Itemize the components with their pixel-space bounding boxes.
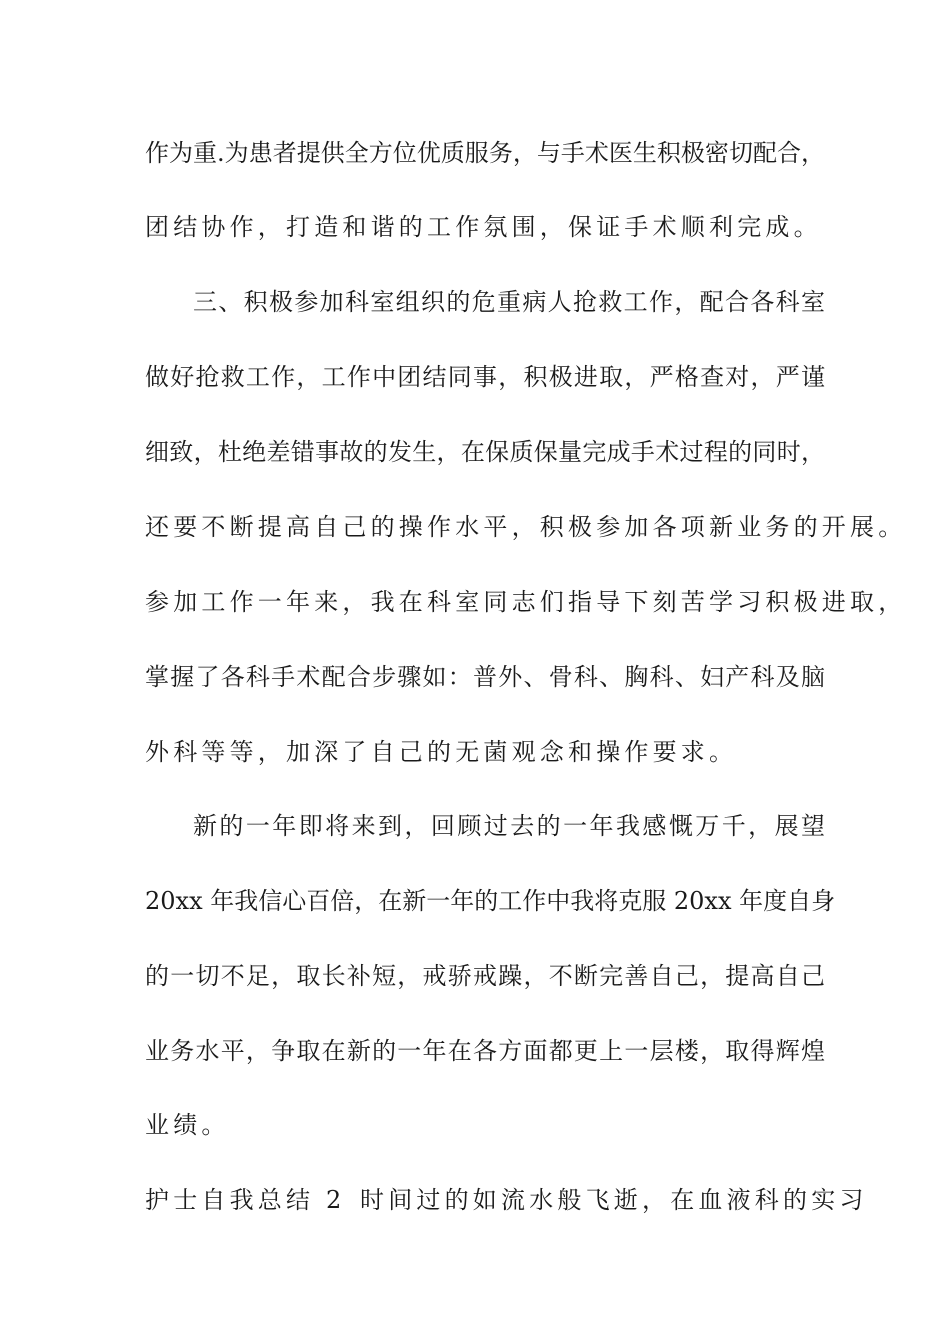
text-line: 掌握了各科手术配合步骤如：普外、骨科、胸科、妇产科及脑 <box>145 663 825 691</box>
text-line: 业务水平，争取在新的一年在各方面都更上一层楼，取得辉煌 <box>145 1037 825 1065</box>
text-line: 参加工作一年来，我在科室同志们指导下刻苦学习积极进取， <box>145 588 907 616</box>
text-line: 新的一年即将来到，回顾过去的一年我感慨万千，展望 <box>193 812 825 840</box>
text-line: 20xx 年我信心百倍，在新一年的工作中我将克服 20xx 年度自身 <box>145 887 836 915</box>
text-line: 三、积极参加科室组织的危重病人抢救工作，配合各科室 <box>193 288 825 316</box>
text-line: 作为重.为患者提供全方位优质服务，与手术医生积极密切配合， <box>145 139 825 167</box>
text-line: 做好抢救工作，工作中团结同事，积极进取，严格查对，严谨 <box>145 363 825 391</box>
text-line: 外科等等，加深了自己的无菌观念和操作要求。 <box>145 738 738 766</box>
text-line: 团结协作，打造和谐的工作氛围，保证手术顺利完成。 <box>145 213 822 241</box>
text-line: 细致，杜绝差错事故的发生，在保质保量完成手术过程的同时， <box>145 438 825 466</box>
section-text: 时间过的如流水般飞逝，在血液科的实习 <box>360 1186 868 1214</box>
section-title: 护士自我总结 2 <box>145 1186 346 1214</box>
text-line: 业绩。 <box>145 1111 230 1139</box>
text-line: 的一切不足，取长补短，戒骄戒躁，不断完善自己，提高自己 <box>145 962 825 990</box>
text-line: 还要不断提高自己的操作水平，积极参加各项新业务的开展。 <box>145 513 907 541</box>
